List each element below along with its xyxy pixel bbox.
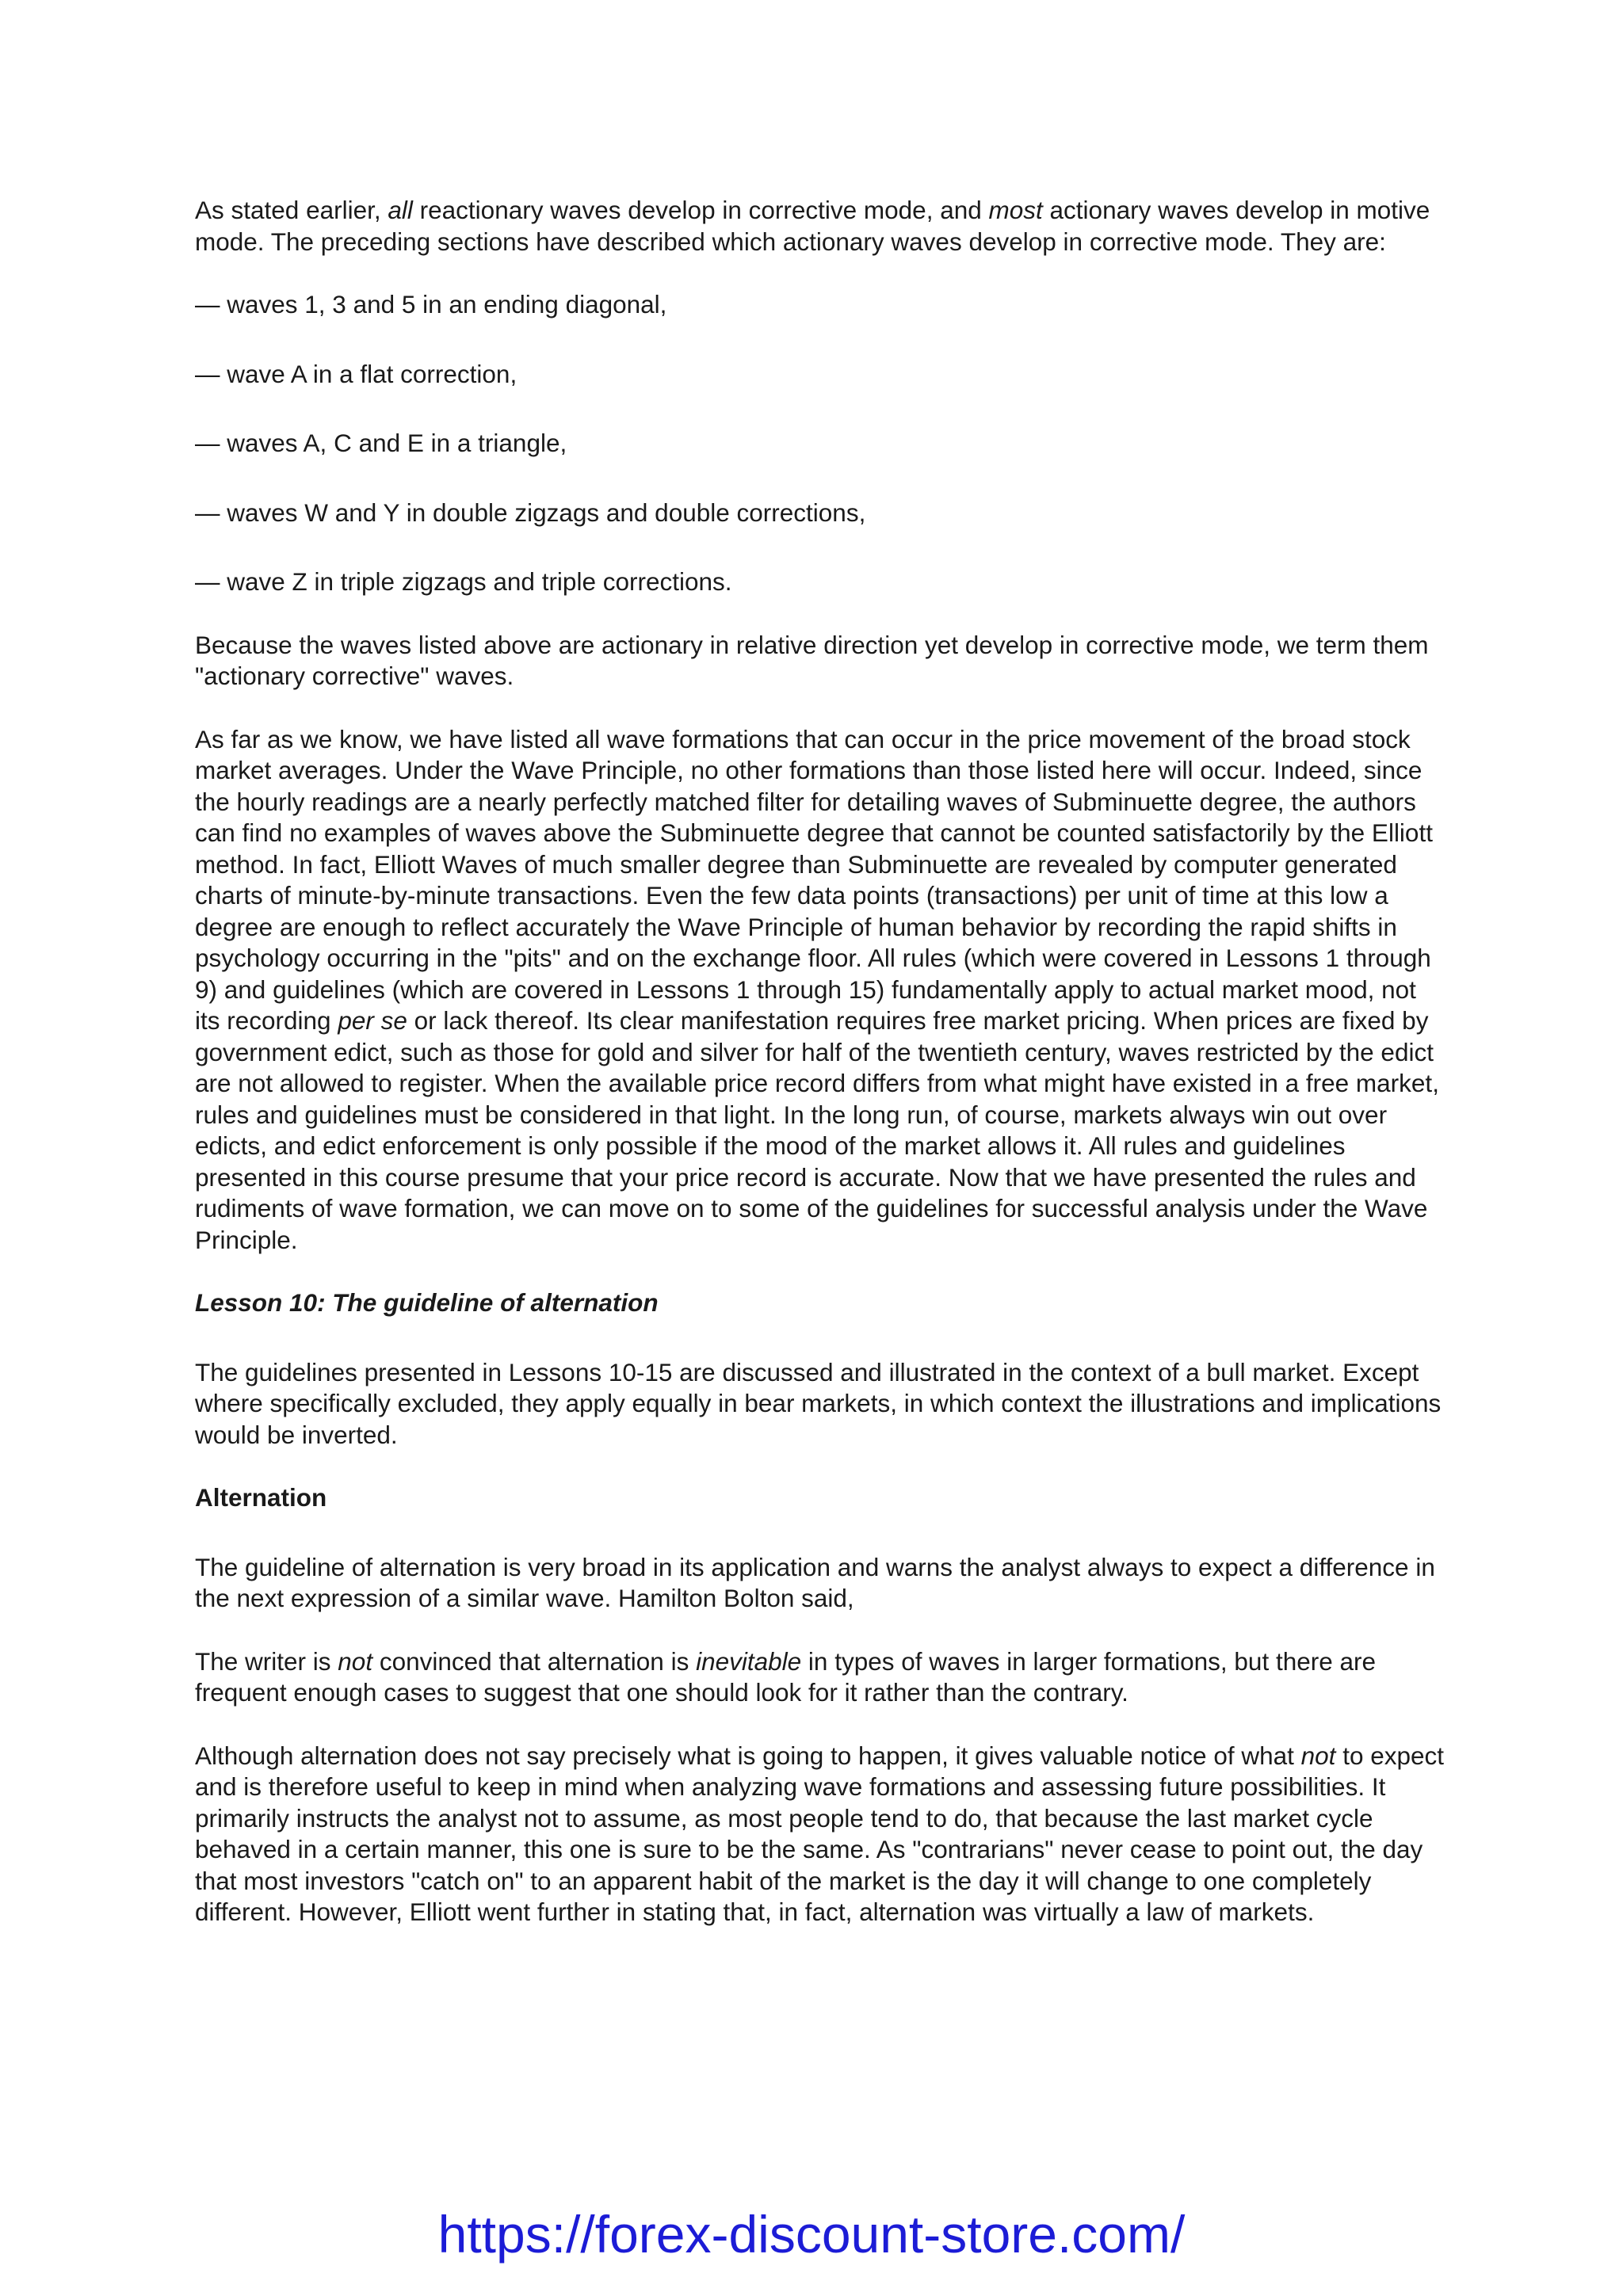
wave-formations-paragraph bbox=[195, 724, 1447, 1257]
text-run: As far as we know, we have listed all wave formations that can occur in the price movement of the broad stock market averages. Under the Wave Principle, no other formations than those listed here will occur. Indeed, since the hourly readings are a nearly perfectly matched filter for detailing waves of Subminuette degree, the authors can find no examples of waves above the Subminuette degree that cannot be counted satisfactorily by the Elliott method. In fact, Elliott Waves of much smaller degree than Subminuette are revealed by computer generated charts of minute-by-minute transactions. Even the few data points (transactions) per unit of time at this low a degree are enough to reflect accurately the Wave Principle of human behavior by recording the rapid shifts in psychology occurring in the "pits" and on the exchange floor. All rules (which were covered in Lessons 1 through 9) and guidelines (which are covered in Lessons 1 through 15) fundamentally apply to actual market mood, not its recording bbox=[195, 724, 1433, 1035]
text-run: in types of waves in larger formations, but there are frequent enough cases to suggest that one should look for it rather than the contrary. bbox=[195, 1646, 1377, 1707]
document-body bbox=[195, 195, 1447, 1960]
emphasis: per se bbox=[338, 1006, 407, 1035]
footer-link[interactable]: https://forex-discount-store.com/ bbox=[437, 2205, 1186, 2264]
text-run: reactionary waves develop in corrective mode, and bbox=[412, 196, 989, 224]
text-run: The writer is bbox=[195, 1646, 338, 1676]
alternation-detail-paragraph bbox=[195, 1741, 1447, 1928]
list-item: — wave A in a flat correction, bbox=[195, 359, 517, 388]
footer bbox=[0, 2203, 1623, 2274]
list-item: — waves 1, 3 and 5 in an ending diagonal, bbox=[195, 290, 667, 318]
text-run: As stated earlier, bbox=[195, 196, 388, 224]
text-run: Although alternation does not say precisely what is going to happen, it gives valuable notice of what bbox=[195, 1741, 1301, 1770]
lesson-heading: Lesson 10: The guideline of alternation bbox=[195, 1288, 659, 1317]
list-item: — waves W and Y in double zigzags and double corrections, bbox=[195, 498, 866, 527]
alternation-intro-paragraph: The guideline of alternation is very broad in its application and warns the analyst always to expect a difference in the next expression of a similar wave. Hamilton Bolton said, bbox=[195, 1552, 1435, 1612]
list-item: — wave Z in triple zigzags and triple corrections. bbox=[195, 567, 732, 596]
actionary-corrective-paragraph: Because the waves listed above are actionary in relative direction yet develop in corrective mode, we term them "actionary corrective" waves. bbox=[195, 630, 1429, 690]
emphasis: most bbox=[988, 196, 1043, 224]
emphasis: all bbox=[388, 196, 413, 224]
bolton-quote-paragraph bbox=[195, 1646, 1447, 1709]
text-run: convinced that alternation is bbox=[372, 1646, 697, 1676]
section-heading: Alternation bbox=[195, 1483, 327, 1512]
text-run: to expect and is therefore useful to keep in mind when analyzing wave formations and assessing future possibilities. It primarily instructs the analyst not to assume, as most people tend to do, that because the last market cycle behaved in a certain manner, this one is sure to be the same. As "contrarians" never cease to point out, the day that most investors "catch on" to an apparent habit of the market is the day it will change to one completely different. However, Elliott went further in stating that, in fact, alternation was virtually a law of markets. bbox=[195, 1741, 1445, 1926]
emphasis: not bbox=[1300, 1741, 1336, 1770]
intro-paragraph bbox=[195, 195, 1447, 257]
guidelines-context-paragraph: The guidelines presented in Lessons 10-15 are discussed and illustrated in the context of a bull market. Except where specifically excluded, they apply equally in bear markets, in which context the illustrations and implications would be inverted. bbox=[195, 1357, 1442, 1449]
emphasis: inevitable bbox=[696, 1646, 802, 1676]
text-run: actionary waves develop in motive mode. The preceding sections have described which actionary waves develop in corrective mode. They are: bbox=[195, 196, 1430, 256]
list-item: — waves A, C and E in a triangle, bbox=[195, 429, 567, 457]
text-run: or lack thereof. Its clear manifestation requires free market pricing. When prices are fixed by government edict, such as those for gold and silver for half of the twentieth century, waves restricted by the edict are not allowed to register. When the available price record differs from what might have existed in a free market, rules and guidelines must be considered in that light. In the long run, of course, markets always win out over edicts, and edict enforcement is only possible if the mood of the market allows it. All rules and guidelines presented in this course presume that your price record is accurate. Now that we have presented the rules and rudiments of wave formation, we can move on to some of the guidelines for successful analysis under the Wave Principle. bbox=[195, 1006, 1439, 1254]
emphasis: not bbox=[338, 1646, 373, 1676]
